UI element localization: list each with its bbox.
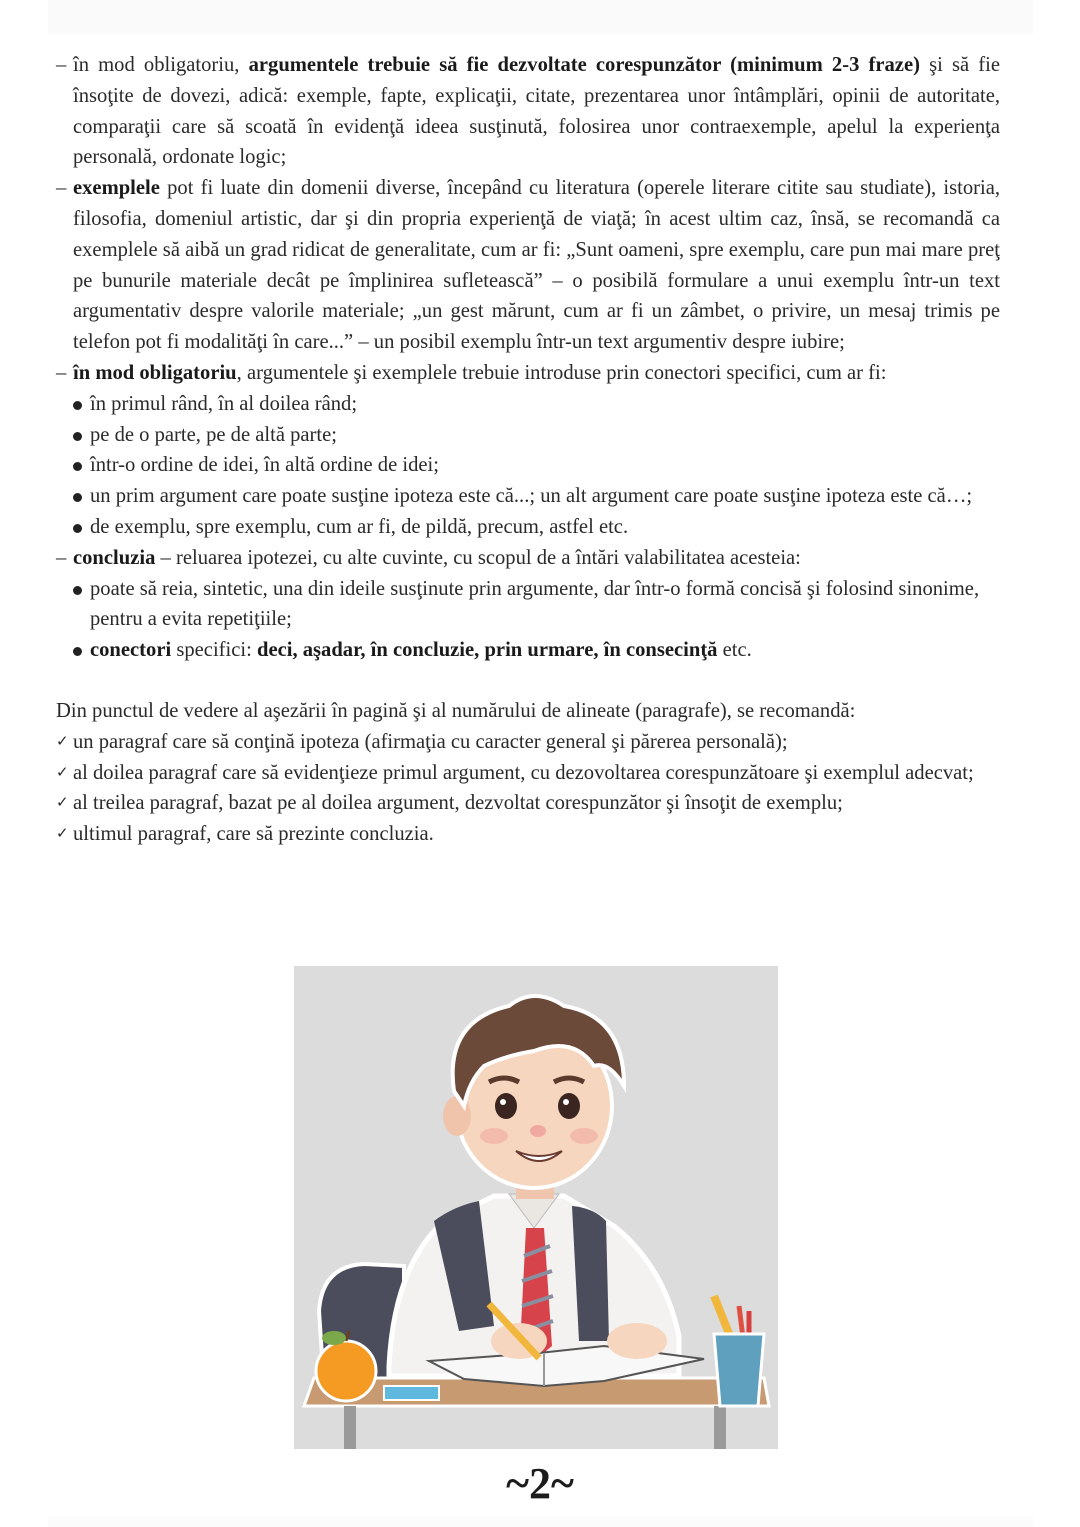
checkmark-icon: ✓: [56, 764, 69, 781]
text: de exemplu, spre exemplu, cum ar fi, de pildă, precum, astfel etc.: [90, 515, 629, 538]
checkmark-icon: ✓: [56, 733, 69, 750]
page-bottom-shade: [48, 1517, 1033, 1527]
bold-text: concluzia: [73, 546, 156, 569]
bullet-item: [56, 635, 1000, 666]
check-item: [56, 819, 1000, 850]
text: un paragraf care să conţină ipoteza (afirmaţia cu caracter general şi părerea personală);: [73, 730, 788, 753]
bullet-item: [56, 574, 1000, 636]
bullet-item: [56, 420, 1000, 451]
text: într-o ordine de idei, în altă ordine de idei;: [90, 454, 439, 477]
text: – reluarea ipotezei, cu alte cuvinte, cu scopul de a întări valabilitatea acesteia:: [155, 546, 801, 569]
text: etc.: [717, 639, 752, 662]
text: poate să reia, sintetic, una din ideile susţinute prin argumente, dar într-o formă concisă şi folosind sinonime, pentru a evita repetiţiile;: [90, 577, 980, 631]
check-item: [56, 727, 1000, 758]
dash-marker: –: [56, 54, 67, 76]
bullet-icon: [73, 462, 82, 471]
bold-text: argumentele trebuie să fie dezvoltate corespunzător (minimum 2-3 fraze): [248, 54, 920, 76]
spacer: [56, 666, 1000, 696]
text: pe de o parte, pe de altă parte;: [90, 423, 337, 446]
list-item-conclusion: [56, 543, 1000, 574]
bullet-icon: [73, 401, 82, 410]
text: pot fi luate din domenii diverse, începând cu literatura (operele literare citite sau studiate), istoria, filosofia, domeniul artistic, dar şi din propria experienţă de viaţă; în acest ultim caz, însă, se recomandă ca exemplele să aibă un grad ridicat de generalitate, cum ar fi: „Sunt oameni, spre exemplu, care pun mai mare preţ pe bunurile materiale decât pe împlinirea sufletească” – o posibilă formulare a unui exemplu într-un text argumentativ despre valorile materiale; „un gest mărunt, cum ar fi un zâmbet, o privire, un mesaj trimis pe telefon pot fi modalităţi în care...” – un posibil exemplu într-un text argumentiv despre iubire;: [73, 177, 1000, 354]
text: specifici:: [171, 639, 257, 662]
bullet-icon: [73, 432, 82, 441]
page-number: ~2~: [506, 1459, 574, 1508]
bullet-icon: [73, 647, 82, 656]
bullet-item: [56, 389, 1000, 420]
list-item-examples: [56, 173, 1000, 358]
bold-text: conectori: [90, 639, 172, 662]
checkmark-icon: ✓: [56, 826, 69, 843]
bold-text: deci, aşadar, în concluzie, prin urmare, în consecinţă: [256, 639, 718, 662]
text: şi să fie însoţite de dovezi, adică: exemple, fapte, explicaţii, citate, prezentarea unor întâmplări, opinii de autoritate, comparaţii care să scoată în evidenţă ideea susţinută, folosirea unor contraexemple, apelul la experienţa personală, ordonate logic;: [73, 54, 1000, 169]
dash-marker: –: [56, 361, 67, 384]
bold-text: exemplele: [73, 177, 160, 200]
list-item-connectors: [56, 358, 1000, 389]
page-top-shade: [48, 0, 1033, 34]
student-illustration: [294, 966, 778, 1449]
text: în mod obligatoriu,: [73, 54, 249, 76]
bold-text: în mod obligatoriu: [73, 361, 237, 384]
bullet-item: [56, 512, 1000, 543]
bullet-item: [56, 481, 1000, 512]
text: , argumentele şi exemplele trebuie introduse prin conectori specifici, cum ar fi:: [236, 361, 887, 384]
document-body: [56, 50, 1000, 850]
text: al treilea paragraf, bazat pe al doilea argument, dezvoltat corespunzător şi însoţit de exemplu;: [73, 792, 843, 815]
text: ultimul paragraf, care să prezinte concluzia.: [73, 823, 434, 846]
bullet-item: [56, 450, 1000, 481]
student-at-desk-icon: [294, 966, 778, 1449]
list-item-argument-development: [56, 50, 1000, 173]
check-item: [56, 788, 1000, 819]
bullet-icon: [73, 586, 82, 595]
text: al doilea paragraf care să evidenţieze primul argument, cu dezovoltarea corespunzătoare şi exemplul adecvat;: [73, 761, 974, 784]
text: un prim argument care poate susţine ipoteza este că...; un alt argument care poate susţine ipoteza este că…;: [90, 485, 973, 508]
text: în primul rând, în al doilea rând;: [90, 392, 358, 415]
dash-marker: –: [56, 177, 67, 200]
bullet-icon: [73, 524, 82, 533]
check-item: [56, 758, 1000, 789]
checkmark-icon: ✓: [56, 795, 69, 812]
dash-marker: –: [56, 546, 67, 569]
bullet-icon: [73, 493, 82, 502]
paragraph-intro: Din punctul de vedere al aşezării în pagină şi al numărului de alineate (paragrafe), se recomandă:: [56, 699, 856, 722]
